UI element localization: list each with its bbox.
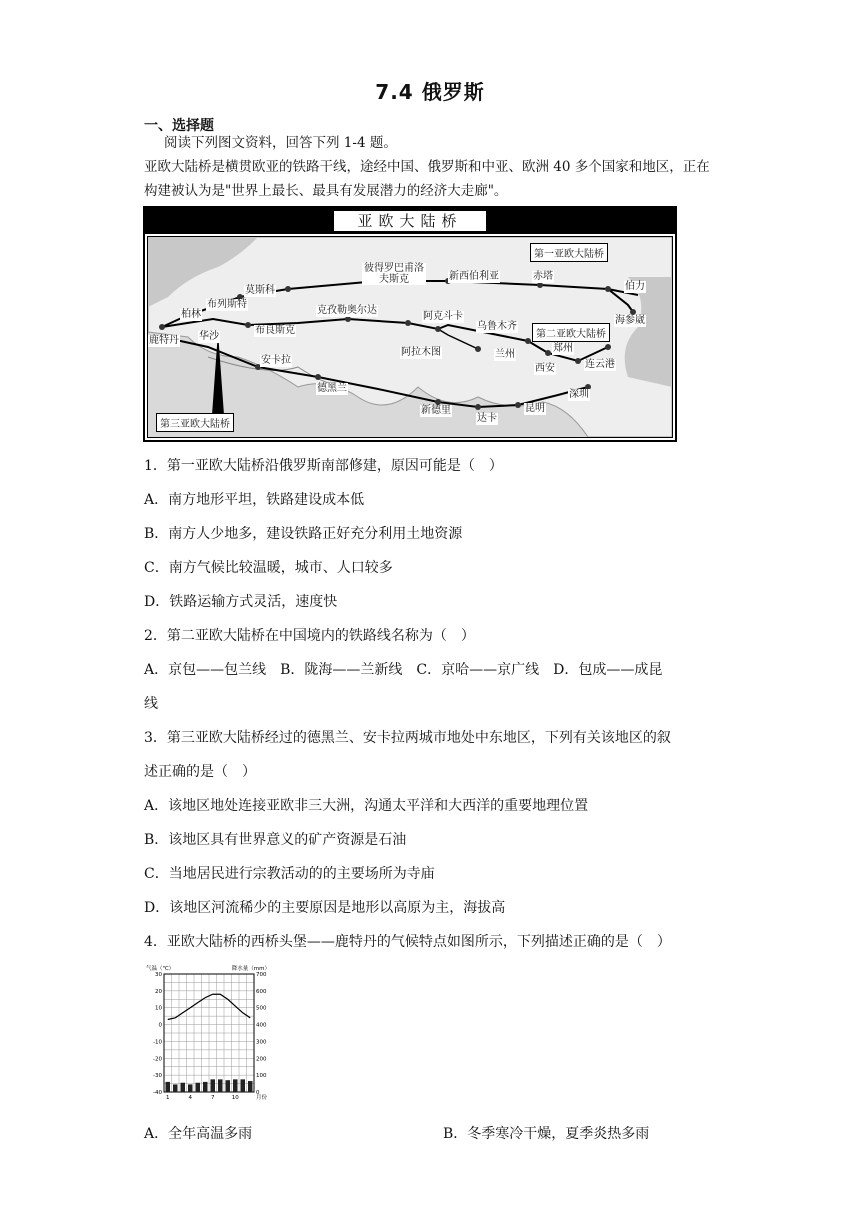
- q1-option-c: C．南方气候比较温暖，城市、人口较多: [144, 560, 393, 576]
- precip-tick-label: 200: [256, 1056, 267, 1063]
- city-dhaka: 达卡: [477, 413, 497, 424]
- eurasian-land-bridge-map: [143, 206, 677, 442]
- precip-tick-label: 700: [256, 972, 267, 978]
- city-boli: 伯力: [625, 281, 645, 292]
- intro-text: 阅读下列图文资料，回答下列 1-4 题。: [164, 135, 397, 151]
- precip-bar: [173, 1084, 178, 1092]
- temp-tick-label: 0: [158, 1022, 162, 1029]
- map-header: [145, 208, 675, 234]
- q4-stem: 4．亚欧大陆桥的西桥头堡——鹿特丹的气候特点如图所示，下列描述正确的是（ ）: [144, 934, 671, 950]
- city-moscow: 莫斯科: [245, 285, 275, 296]
- city-lianyungang: 连云港: [585, 359, 615, 370]
- q2-options-wrap: 线: [144, 696, 158, 712]
- precip-bar: [218, 1079, 223, 1092]
- q3-option-b: B．该地区具有世界意义的矿产资源是石油: [144, 832, 407, 848]
- city-vladivostok: 海参崴: [615, 315, 645, 326]
- page-title: 7.4 俄罗斯: [375, 80, 485, 104]
- precip-bar: [188, 1084, 193, 1092]
- temp-tick-label: 30: [155, 972, 162, 978]
- city-bryansk: 布良斯克: [255, 325, 295, 336]
- q3-option-d: D．该地区河流稀少的主要原因是地形以高原为主，海拔高: [144, 900, 506, 916]
- q4-option-a: A．全年高温多雨: [144, 1126, 253, 1142]
- city-aktogay: 阿克斗卡: [423, 311, 463, 322]
- precip-bar: [226, 1080, 231, 1092]
- q3-stem-line1: 3．第三亚欧大陆桥经过的德黑兰、安卡拉两城市地处中东地区，下列有关该地区的叙: [144, 730, 671, 746]
- precip-bar: [166, 1082, 171, 1092]
- temp-tick-label: 10: [155, 1005, 162, 1012]
- map-body: [147, 236, 673, 438]
- x-tick-label: 10: [231, 1095, 239, 1101]
- q1-stem: 1．第一亚欧大陆桥沿俄罗斯南部修建，原因可能是（ ）: [144, 458, 503, 474]
- precip-bar: [196, 1083, 201, 1092]
- city-rotterdam: 鹿特丹: [149, 335, 179, 346]
- q4-option-b: B．冬季寒冷干燥，夏季炎热多雨: [443, 1126, 650, 1142]
- city-petropavlovsk: 彼得罗巴甫洛夫斯克: [364, 263, 424, 285]
- city-kunming: 昆明: [525, 403, 545, 414]
- city-berlin: 柏林: [181, 309, 201, 320]
- precip-bar: [211, 1079, 216, 1092]
- climate-chart-svg: [144, 962, 272, 1106]
- precip-tick-label: 300: [256, 1039, 267, 1046]
- temp-tick-label: -10: [153, 1039, 162, 1046]
- y-axis-label-right: 降水量（mm）: [231, 966, 270, 972]
- precip-tick-label: 0: [256, 1090, 260, 1096]
- precip-bar: [203, 1082, 208, 1092]
- precip-bar: [181, 1083, 186, 1092]
- q1-option-d: D．铁路运输方式灵活，速度快: [144, 594, 338, 610]
- q2-stem: 2．第二亚欧大陆桥在中国境内的铁路线名称为（ ）: [144, 628, 475, 644]
- city-shenzhen: 深圳: [569, 389, 589, 400]
- city-chita: 赤塔: [533, 271, 553, 282]
- precip-bar: [233, 1079, 238, 1092]
- city-newdelhi: 新德里: [421, 405, 451, 416]
- q1-option-b: B．南方人少地多，建设铁路正好充分利用土地资源: [144, 526, 463, 542]
- precip-tick-label: 500: [256, 1005, 267, 1012]
- rotterdam-climate-chart: [144, 962, 272, 1106]
- city-kzylorda: 克孜勒奥尔达: [317, 305, 377, 316]
- y-axis-label-left: 气温（℃）: [146, 966, 175, 972]
- city-xian: 西安: [535, 363, 555, 374]
- precip-tick-label: 600: [256, 988, 267, 995]
- city-lanzhou: 兰州: [495, 349, 515, 360]
- precip-tick-label: 400: [256, 1022, 267, 1029]
- temp-tick-label: -20: [153, 1056, 162, 1063]
- q1-option-a: A．南方地形平坦，铁路建设成本低: [144, 492, 365, 508]
- callout-bridge1: 第一亚欧大陆桥: [530, 243, 608, 262]
- precip-tick-label: 100: [256, 1073, 267, 1080]
- city-zhengzhou: 郑州: [553, 343, 573, 354]
- city-tehran: 德黑兰: [317, 383, 347, 394]
- temp-tick-label: -40: [153, 1090, 162, 1096]
- city-urumqi: 乌鲁木齐: [477, 321, 517, 332]
- precip-bar: [241, 1079, 246, 1092]
- map-title: 亚欧大陆桥: [333, 210, 487, 232]
- precip-bar: [248, 1081, 253, 1092]
- temp-tick-label: -30: [153, 1073, 162, 1080]
- callout-bridge3: 第三亚欧大陆桥: [156, 413, 234, 432]
- section-heading: 一、选择题: [144, 118, 214, 134]
- x-tick-label: 7: [211, 1095, 215, 1101]
- x-axis-label: 月份: [256, 1095, 268, 1101]
- city-novosibirsk: 新西伯利亚: [449, 271, 499, 282]
- temp-tick-label: 20: [155, 988, 162, 995]
- city-brest: 布列斯特: [207, 299, 247, 310]
- callout-bridge2: 第二亚欧大陆桥: [532, 323, 610, 342]
- city-warsaw: 华沙: [199, 331, 219, 342]
- city-ankara: 安卡拉: [261, 355, 291, 366]
- intro-paragraph: 亚欧大陆桥是横贯欧亚的铁路干线，途经中国、俄罗斯和中亚、欧洲 40 多个国家和地区，正在构建被认为是"世界上最长、最具有发展潜力的经济大走廊"。: [144, 159, 710, 199]
- q3-option-c: C．当地居民进行宗教活动的的主要场所为寺庙: [144, 866, 435, 882]
- city-almaty: 阿拉木图: [401, 347, 441, 358]
- q3-option-a: A．该地区地处连接亚欧非三大洲，沟通太平洋和大西洋的重要地理位置: [144, 798, 589, 814]
- q3-stem-line2: 述正确的是（ ）: [144, 764, 256, 780]
- x-tick-label: 1: [166, 1095, 170, 1101]
- q2-options: A．京包——包兰线 B．陇海——兰新线 C．京哈——京广线 D．包成——成昆: [144, 662, 663, 678]
- x-tick-label: 4: [188, 1095, 192, 1101]
